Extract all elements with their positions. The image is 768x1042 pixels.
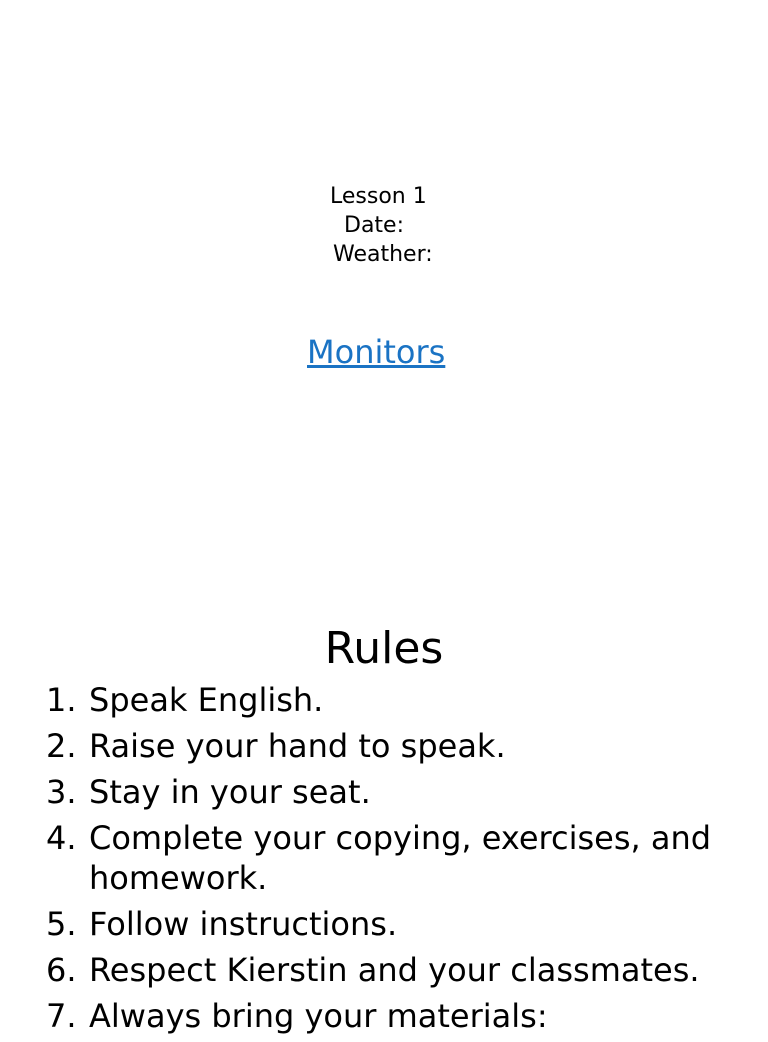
list-item-number: 6. bbox=[46, 951, 77, 989]
list-item-number: 5. bbox=[46, 905, 77, 943]
list-item-number: 3. bbox=[46, 773, 77, 811]
list-item bbox=[46, 950, 756, 990]
list-item bbox=[46, 726, 756, 766]
weather-label: Weather: bbox=[333, 242, 433, 267]
list-item bbox=[46, 680, 756, 720]
list-item-text: Respect Kierstin and your classmates. bbox=[89, 951, 700, 989]
list-item-number: 2. bbox=[46, 727, 77, 765]
list-item bbox=[46, 772, 756, 812]
lesson-label: Lesson 1 bbox=[330, 184, 427, 209]
monitors-link[interactable]: Monitors bbox=[307, 333, 446, 371]
list-item-text: Always bring your materials: bbox=[89, 997, 548, 1035]
list-item bbox=[46, 904, 756, 944]
list-item-text: Stay in your seat. bbox=[89, 773, 371, 811]
list-item bbox=[46, 818, 756, 898]
list-item bbox=[46, 996, 756, 1036]
list-item-number: 1. bbox=[46, 681, 77, 719]
list-item-text: Follow instructions. bbox=[89, 905, 398, 943]
list-item-text: Speak English. bbox=[89, 681, 324, 719]
list-item-text: Raise your hand to speak. bbox=[89, 727, 506, 765]
list-item-number: 4. bbox=[46, 819, 77, 857]
rules-heading: Rules bbox=[324, 623, 444, 674]
date-label: Date: bbox=[344, 213, 404, 238]
rules-list bbox=[46, 680, 756, 1042]
list-item-number: 7. bbox=[46, 997, 77, 1035]
list-item-text: Complete your copying, exercises, and homework. bbox=[89, 819, 712, 897]
